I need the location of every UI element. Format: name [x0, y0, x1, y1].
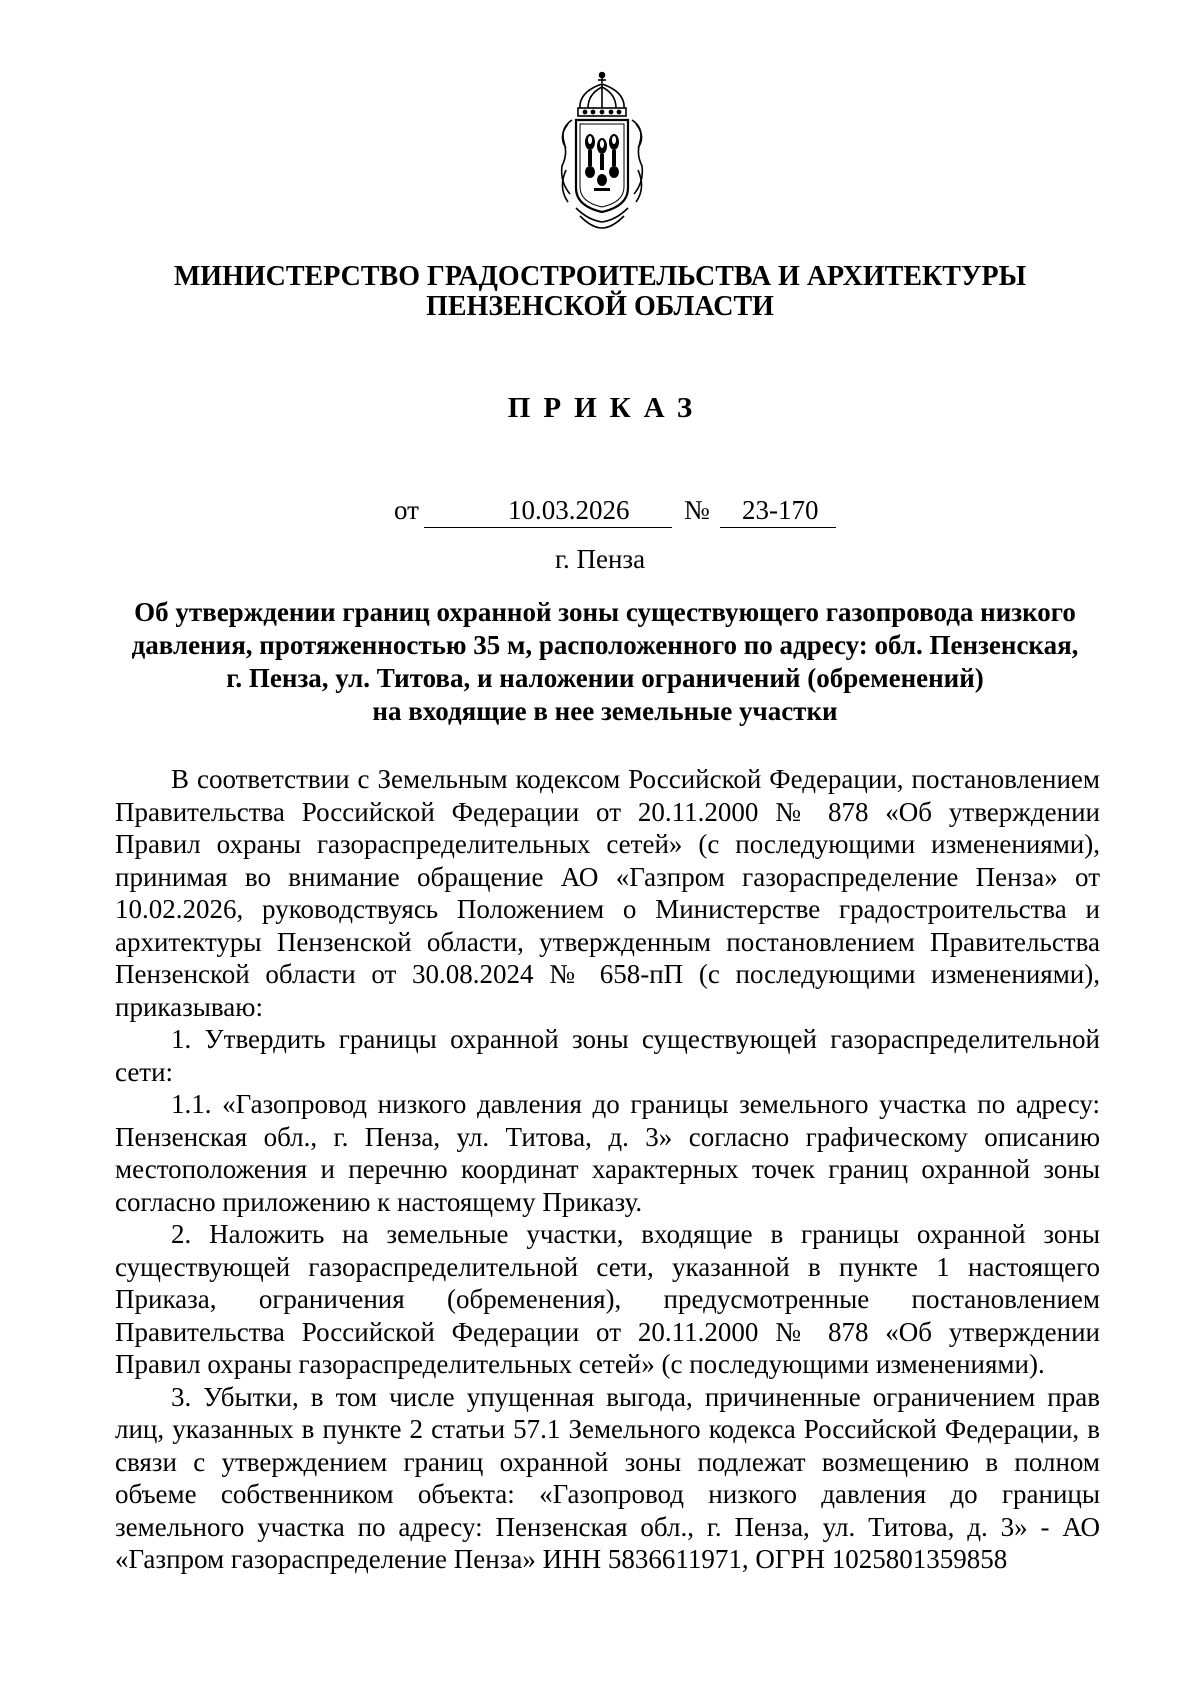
subject-line-1: Об утверждении границ охранной зоны существующего газопровода низкого: [134, 597, 1076, 627]
body-paragraph-item-1: 1. Утвердить границы охранной зоны существующей газораспределительной сети:: [115, 1024, 1100, 1087]
body-paragraph-item-1-1: 1.1. «Газопровод низкого давления до границы земельного участка по адресу: Пензенская обл., г. Пенза, ул. Титова, д. 3» согласно графическому описанию местоположения и перечню координат характерных точек границ охранной зоны согласно приложению к настоящему Приказу.: [115, 1089, 1100, 1217]
coat-of-arms-icon: [558, 70, 646, 230]
body-paragraph-item-3: 3. Убытки, в том числе упущенная выгода, причиненные ограничением прав лиц, указанных в пункте 2 статьи 57.1 Земельного кодекса Российской Федерации, в связи с утверждением границ охранной зоны подлежат возмещению в полном объеме собственником объекта: «Газопровод низкого давления до границы земельного участка по адресу: Пензенская обл., г. Пенза, ул. Титова, д. 3» - АО «Газпром газораспределение Пенза» ИНН 5836611971, ОГРН 1025801359858: [115, 1381, 1100, 1574]
subject-line-3: г. Пенза, ул. Титова, и наложении ограничений (обременений): [226, 663, 984, 693]
order-body: [115, 763, 1100, 1576]
ministry-name-line-2: ПЕНЗЕНСКОЙ ОБЛАСТИ: [426, 291, 774, 322]
ministry-name: [0, 262, 1200, 322]
ministry-name-line-1: МИНИСТЕРСТВО ГРАДОСТРОИТЕЛЬСТВА И АРХИТЕКТУРЫ: [173, 261, 1027, 292]
order-date: 10.03.2026: [508, 495, 630, 525]
subject-line-2: давления, протяженностью 35 м, расположенного по адресу: обл. Пензенская,: [131, 630, 1079, 660]
number-label: №: [684, 495, 710, 525]
body-paragraph-preamble: В соответствии с Земельным кодексом Российской Федерации, постановлением Правительства Российской Федерации от 20.11.2000 № 878 «Об утверждении Правил охраны газораспределительных сетей» (с последующими изменениями), принимая во внимание обращение АО «Газпром газораспределение Пенза» от 10.02.2026, руководствуясь Положением о Министерстве градостроительства и архитектуры Пензенской области, утвержденным постановлением Правительства Пензенской области от 30.08.2024 № 658-пП (с последующими изменениями), приказываю:: [115, 764, 1100, 1022]
order-city: г. Пенза: [554, 544, 646, 574]
order-subject: [110, 596, 1100, 728]
order-title: ПРИКАЗ: [507, 392, 706, 424]
date-from-label: от: [394, 495, 419, 525]
subject-line-4: на входящие в нее земельные участки: [372, 696, 838, 726]
order-number: 23-170: [742, 495, 819, 525]
number-underline: [720, 527, 836, 528]
date-underline: [424, 527, 672, 528]
body-paragraph-item-2: 2. Наложить на земельные участки, входящие в границы охранной зоны существующей газораспределительной сети, указанной в пункте 1 настоящего Приказа, ограничения (обременения), предусмотренные постановлением Правительства Российской Федерации от 20.11.2000 № 878 «Об утверждении Правил охраны газораспределительных сетей» (с последующими изменениями).: [115, 1219, 1100, 1379]
